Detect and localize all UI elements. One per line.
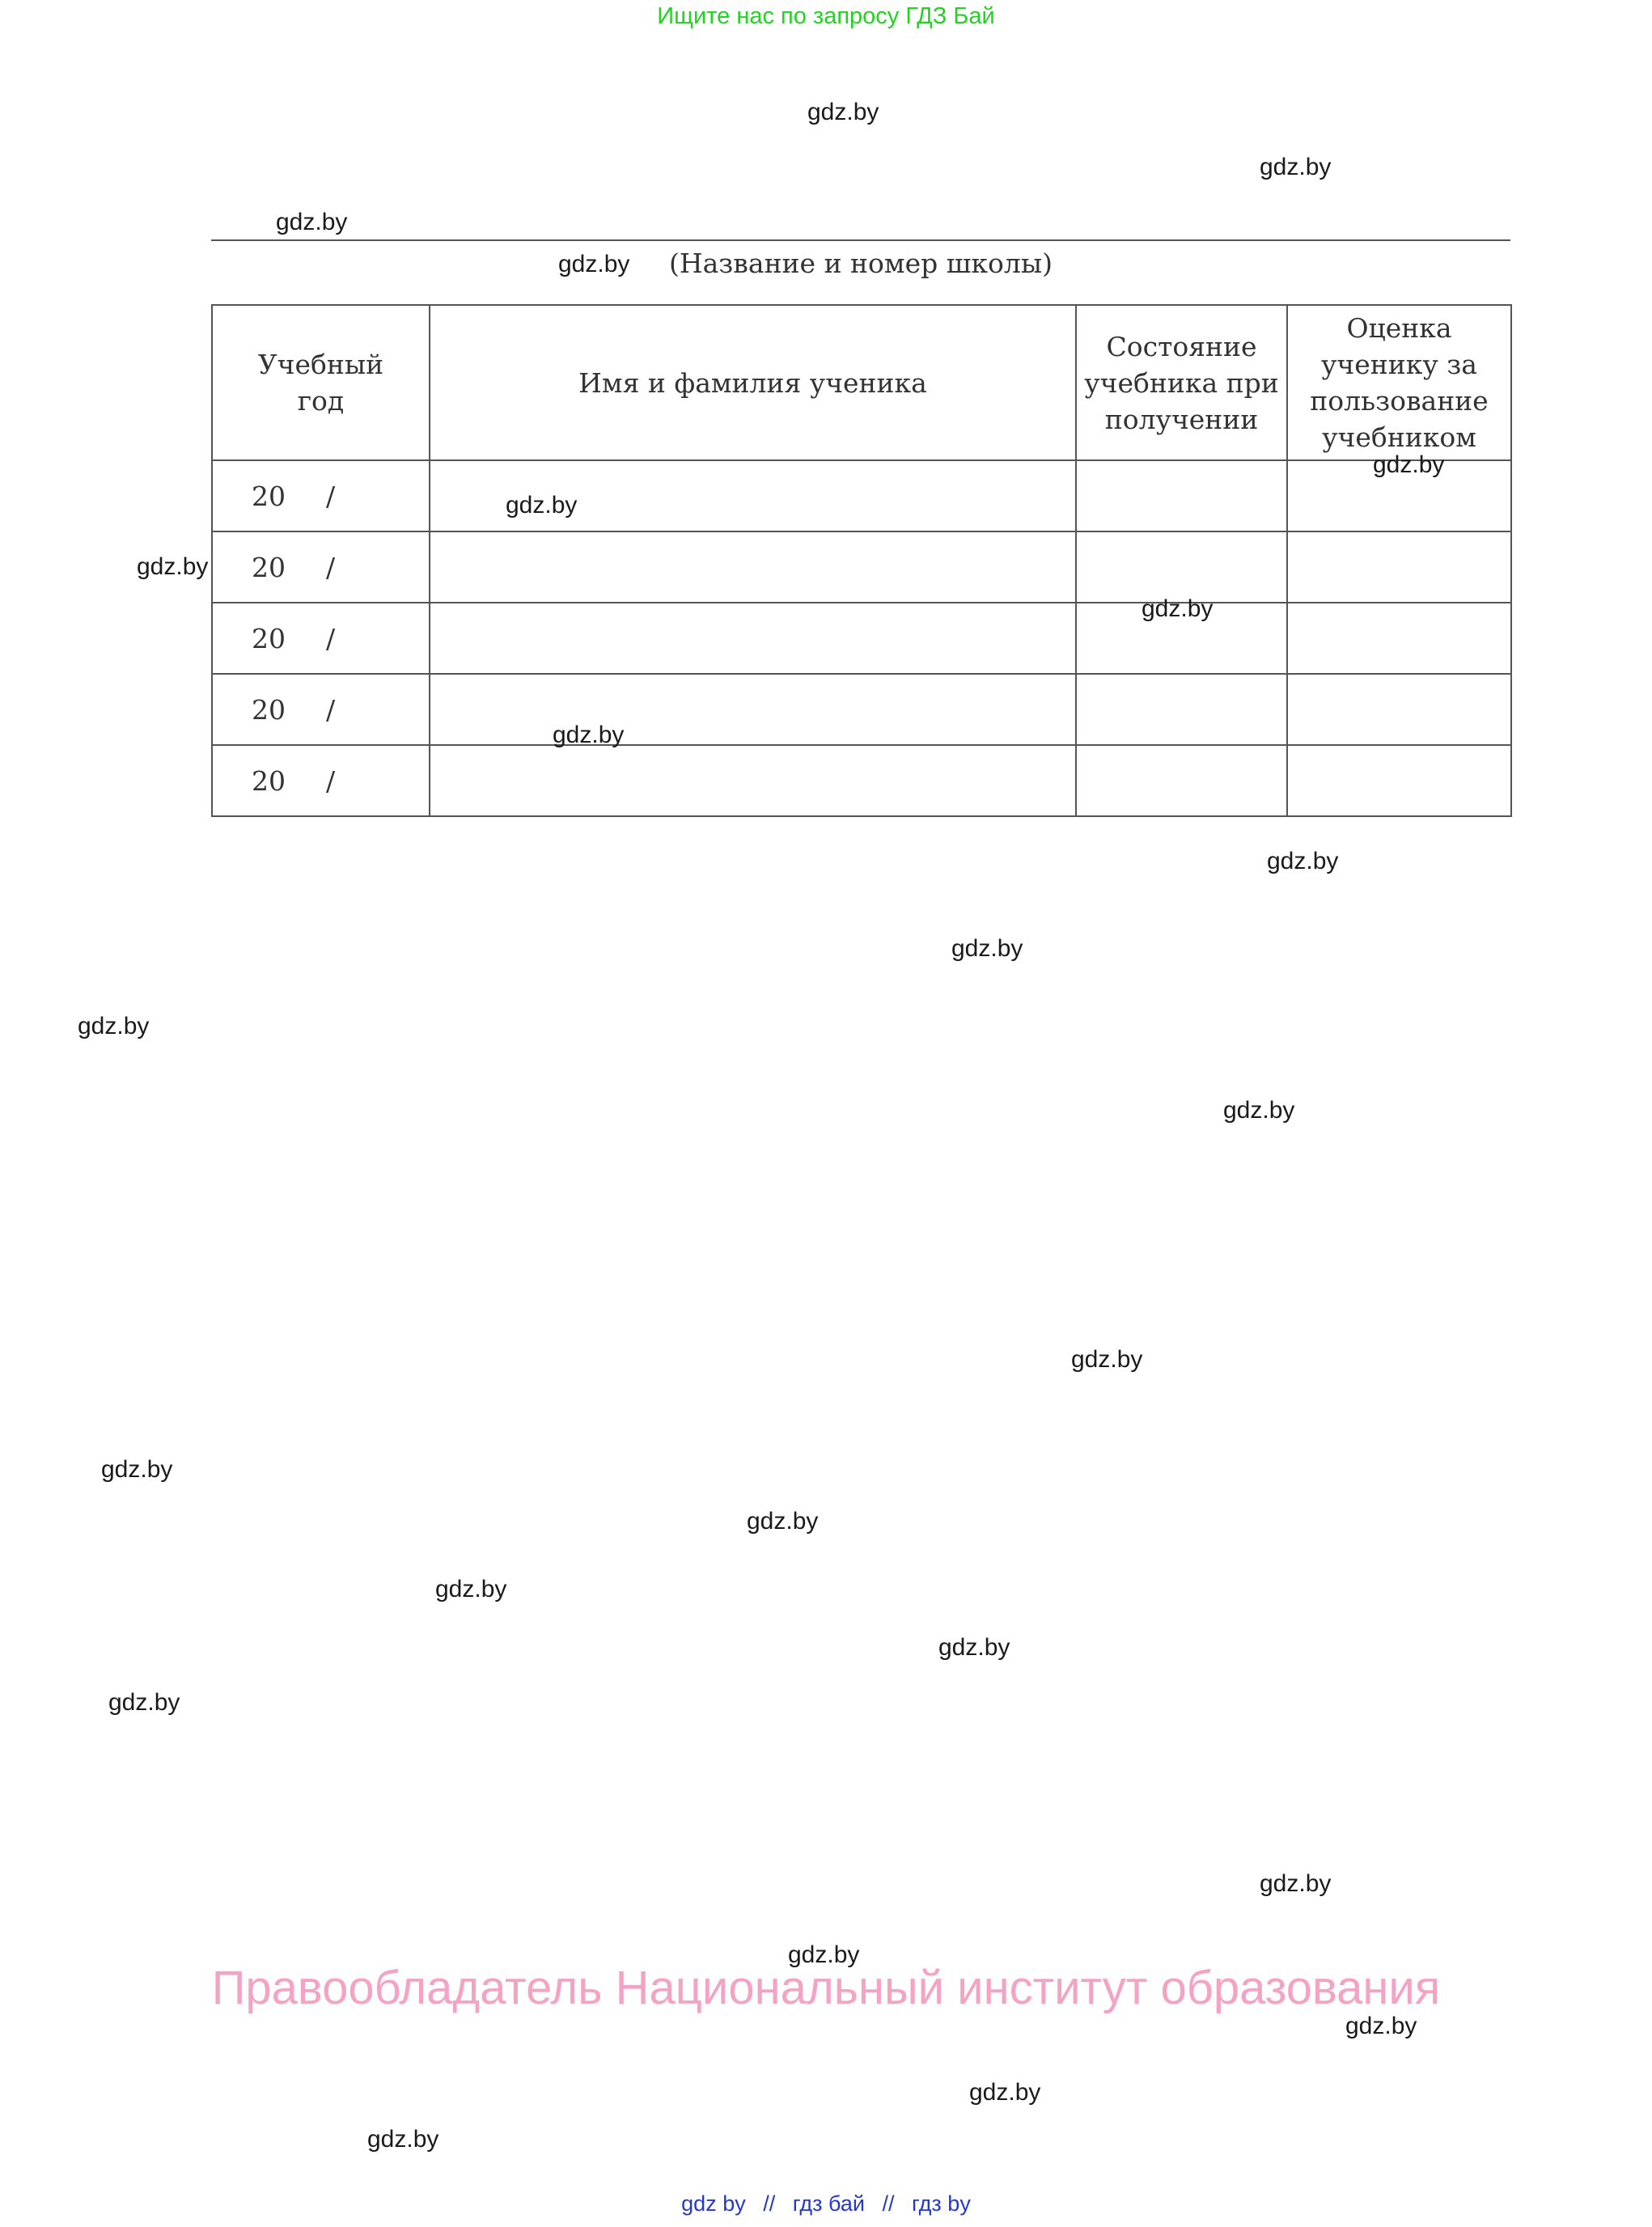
condition-cell xyxy=(1076,674,1287,745)
table-row xyxy=(212,603,1511,674)
year-cell: 20 / xyxy=(212,674,430,745)
school-name-line xyxy=(211,239,1510,241)
condition-cell xyxy=(1076,531,1287,603)
top-banner: Ищите нас по запросу ГДЗ Бай xyxy=(657,3,995,29)
textbook-register-table xyxy=(211,304,1512,817)
student-name-cell xyxy=(430,531,1076,603)
table-row xyxy=(212,460,1511,531)
watermark: gdz.by xyxy=(807,99,879,125)
student-name-cell xyxy=(430,745,1076,816)
header-condition: Состояние учебника при получении xyxy=(1076,305,1287,460)
watermark: gdz.by xyxy=(553,722,625,748)
footer-separator: // xyxy=(882,2191,895,2216)
grade-cell xyxy=(1287,603,1511,674)
watermark: gdz.by xyxy=(1071,1346,1143,1373)
watermark: gdz.by xyxy=(78,1013,150,1039)
school-caption: (Название и номер школы) xyxy=(668,248,1053,279)
grade-cell xyxy=(1287,745,1511,816)
student-name-cell xyxy=(430,603,1076,674)
watermark: gdz.by xyxy=(1223,1097,1295,1124)
watermark: gdz.by xyxy=(558,251,630,277)
watermark: gdz.by xyxy=(101,1456,173,1483)
condition-cell xyxy=(1076,745,1287,816)
year-cell: 20 / xyxy=(212,603,430,674)
watermark: gdz.by xyxy=(1267,848,1339,874)
table-row xyxy=(212,531,1511,603)
header-grade: Оценка ученику за пользование учебником xyxy=(1287,305,1511,460)
footer-separator: // xyxy=(763,2191,776,2216)
header-year: Учебный год xyxy=(212,305,430,460)
grade-cell xyxy=(1287,674,1511,745)
watermark: gdz.by xyxy=(276,209,348,235)
watermark: gdz.by xyxy=(951,935,1023,962)
student-name-cell xyxy=(430,674,1076,745)
year-cell: 20 / xyxy=(212,745,430,816)
watermark: gdz.by xyxy=(1345,2013,1417,2039)
year-cell: 20 / xyxy=(212,460,430,531)
watermark: gdz.by xyxy=(938,1634,1010,1661)
watermark: gdz.by xyxy=(137,553,209,580)
watermark: gdz.by xyxy=(1142,595,1214,622)
table-header-row xyxy=(212,305,1511,460)
watermark: gdz.by xyxy=(1260,154,1332,180)
table-row xyxy=(212,745,1511,816)
watermark: gdz.by xyxy=(108,1689,180,1716)
watermark: gdz.by xyxy=(969,2079,1041,2106)
grade-cell xyxy=(1287,531,1511,603)
header-student-name: Имя и фамилия ученика xyxy=(430,305,1076,460)
footer-link-gdz-by-cyr[interactable]: гдз by xyxy=(912,2191,971,2216)
watermark: gdz.by xyxy=(367,2126,439,2153)
table-row xyxy=(212,674,1511,745)
watermark: gdz.by xyxy=(1373,451,1445,478)
condition-cell xyxy=(1076,460,1287,531)
watermark: gdz.by xyxy=(1260,1870,1332,1897)
footer-link-gdz-bai[interactable]: гдз бай xyxy=(792,2191,865,2216)
watermark: gdz.by xyxy=(506,492,578,519)
copyright-notice: Правообладатель Национальный институт образования xyxy=(211,1962,1441,2014)
watermark: gdz.by xyxy=(747,1508,819,1535)
footer-link-gdz-by[interactable]: gdz by xyxy=(681,2191,746,2216)
watermark: gdz.by xyxy=(435,1576,507,1603)
footer-links xyxy=(0,2191,1652,2216)
year-cell: 20 / xyxy=(212,531,430,603)
watermark: gdz.by xyxy=(788,1941,860,1968)
